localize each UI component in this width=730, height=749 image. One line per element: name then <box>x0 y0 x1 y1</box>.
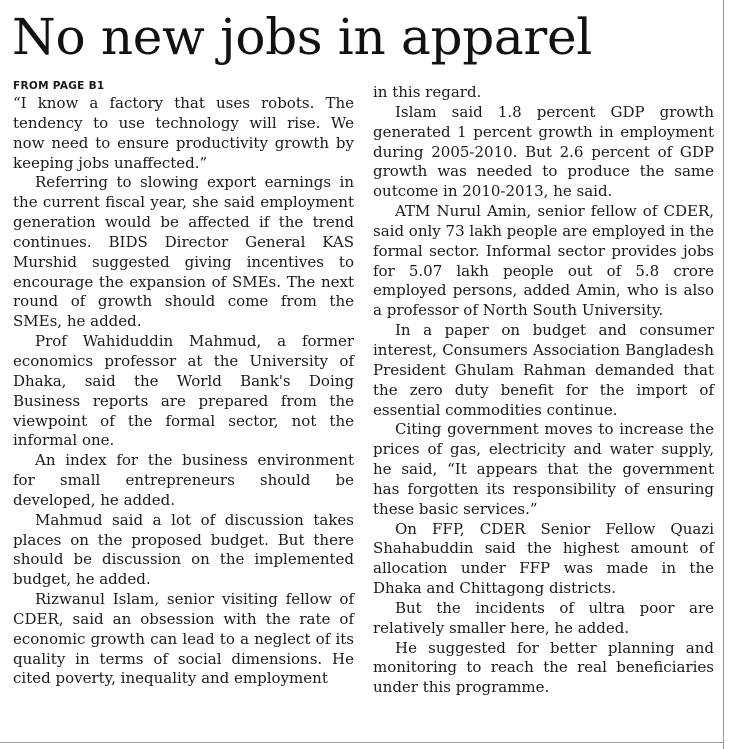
paragraph: Rizwanul Islam, senior visiting fellow of CDER, said an obsession with the rate of economic growth can lead to a neglect of its quality in terms of social dimensions. He cited poverty, inequality and employment <box>13 590 354 688</box>
bottom-border-rule <box>0 742 723 743</box>
paragraph: “I know a factory that uses robots. The tendency to use technology will rise. We now need to ensure productivity growth by keeping jobs unaffected.” <box>13 94 354 172</box>
paragraph: But the incidents of ultra poor are relatively smaller here, he added. <box>373 598 714 637</box>
paragraph: Mahmud said a lot of discussion takes places on the proposed budget. But there should be discussion on the implemented budget, he added. <box>13 510 354 589</box>
paragraph: Islam said 1.8 percent GDP growth generated 1 percent growth in employment during 2005-2010. But 2.6 percent of GDP growth was needed to produce the same outcome in 2010-2013, he said. <box>373 102 714 201</box>
paragraph: In a paper on budget and consumer interest, Consumers Association Bangladesh President Ghulam Rahman demanded that the zero duty benefit for the import of essential commodities continue. <box>373 321 714 419</box>
headline: No new jobs in apparel <box>12 8 592 66</box>
right-border-rule <box>723 0 724 749</box>
paragraph: in this regard. <box>373 83 482 101</box>
paragraph: Citing government moves to increase the prices of gas, electricity and water supply, he said, “It appears that the government has forgotten its responsibility of ensuring these basic services.” <box>373 420 714 518</box>
paragraph: ATM Nurul Amin, senior fellow of CDER, said only 73 lakh people are employed in the formal sector. Informal sector provides jobs for 5.07 lakh people out of 5.8 crore employed persons, added Amin, who is also a professor of North South University. <box>373 202 715 320</box>
left-column <box>13 80 354 689</box>
paragraph: An index for the business environment for small entrepreneurs should be developed, he added. <box>13 451 354 509</box>
paragraph: He suggested for better planning and monitoring to reach the real beneficiaries under this programme. <box>373 638 714 697</box>
right-column <box>373 83 714 698</box>
paragraph: Referring to slowing export earnings in the current fiscal year, she said employment generation would be affected if the trend continues. BIDS Director General KAS Murshid suggested giving incentives to encourage the expansion of SMEs. The next round of growth should come from the SMEs, he added. <box>13 173 354 331</box>
paragraph: Prof Wahiduddin Mahmud, a former economics professor at the University of Dhaka, said the World Bank's Doing Business reports are prepared from the viewpoint of the formal sector, not the informal one. <box>13 332 354 450</box>
jump-line: FROM PAGE B1 <box>13 80 105 92</box>
paragraph: On FFP, CDER Senior Fellow Quazi Shahabuddin said the highest amount of allocation under FFP was made in the Dhaka and Chittagong districts. <box>373 519 714 598</box>
